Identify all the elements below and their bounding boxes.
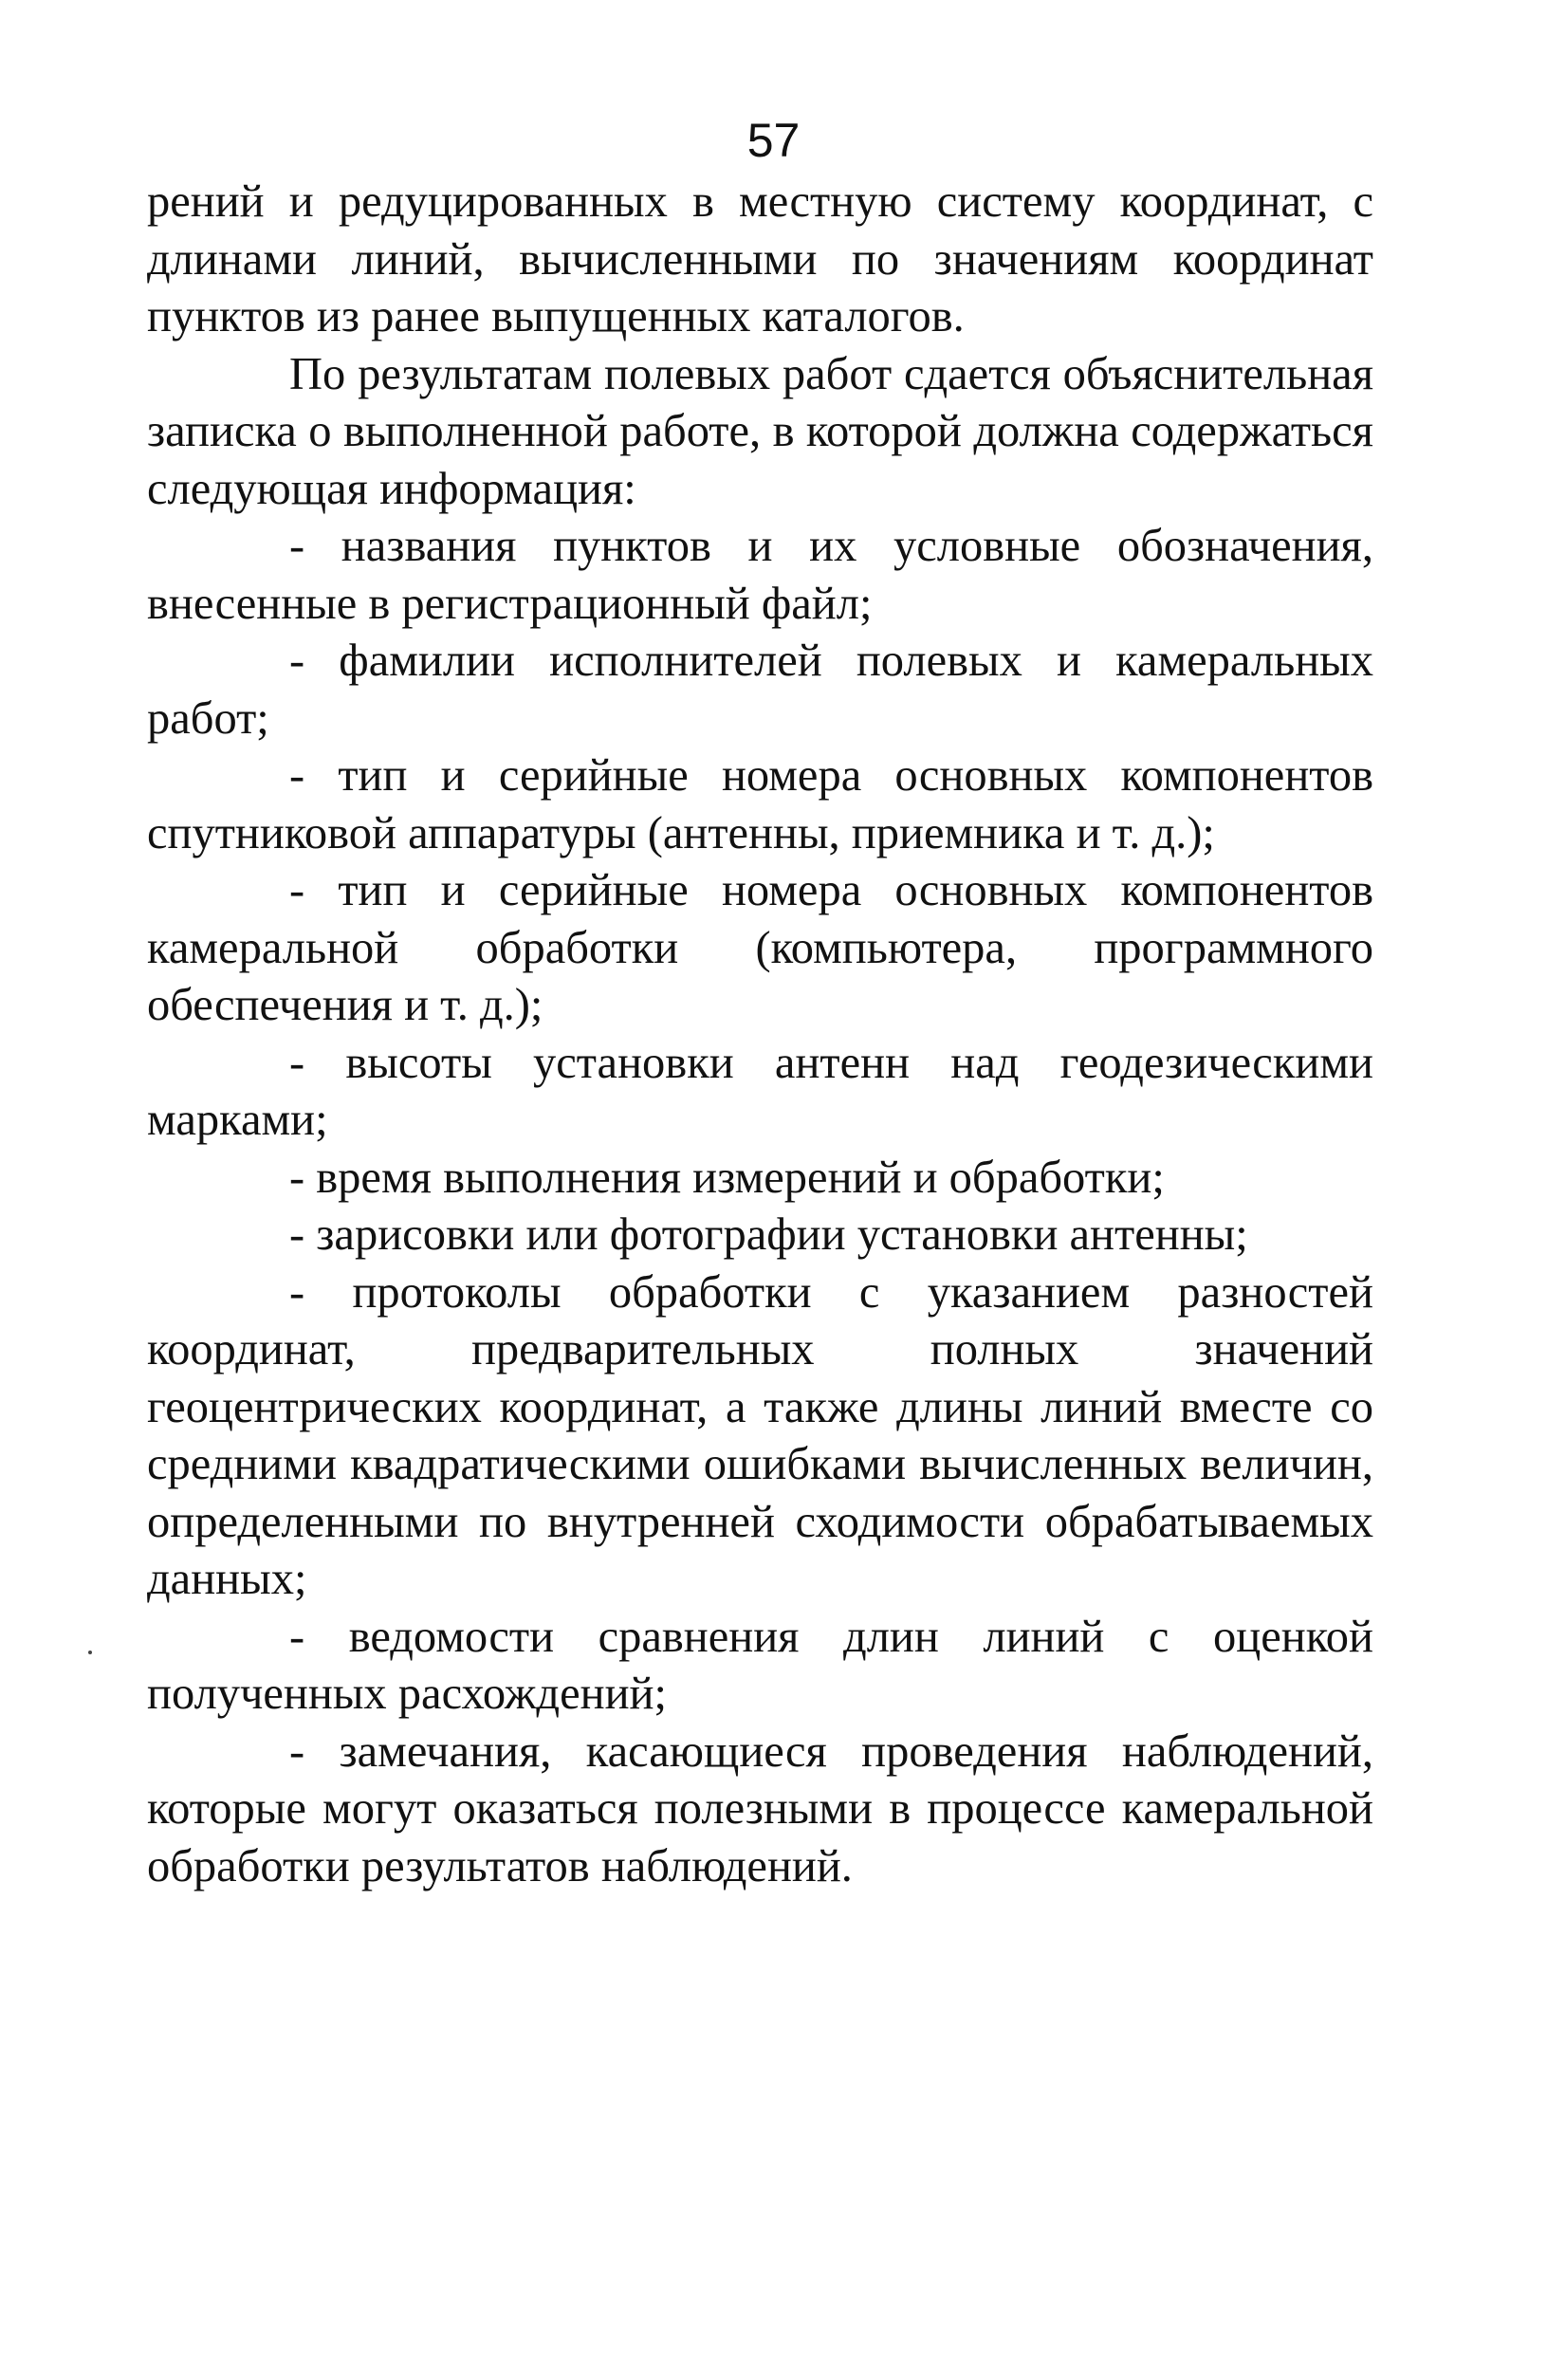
list-item-remarks: - замечания, касающиеся проведения наблюдений, которые могут оказаться полезными в процессе камеральной обработки результатов наблюдений. [147,1725,1373,1891]
list-item-antenna-heights: - высоты установки антенн над геодезическими марками; [147,1037,1373,1145]
list-item-satellite-equipment: - тип и серийные номера основных компонентов спутниковой аппаратуры (антенны, приемника и т. д.); [147,750,1373,858]
paragraph-continuation: рений и редуцированных в местную систему координат, с длинами линий, вычисленными по значениям координат пунктов из ранее выпущенных каталогов. [147,176,1373,341]
list-item-point-names: - названия пунктов и их условные обозначения, внесенные в регистрационный файл; [147,521,1373,629]
list-item-comparison-sheets: - ведомости сравнения длин линий с оценкой полученных расхождений; [147,1611,1373,1719]
list-item-antenna-sketches: - зарисовки или фотографии установки антенны; [289,1209,1248,1260]
paragraph-intro: По результатам полевых работ сдается объяснительная записка о выполненной работе, в которой должна содержаться следующая информация: [147,348,1373,514]
scan-speck [88,1651,92,1654]
list-item-executors: - фамилии исполнителей полевых и камеральных работ; [147,636,1373,744]
body-text [147,174,1373,1895]
list-item-measurement-time: - время выполнения измерений и обработки; [289,1152,1165,1203]
page-number: 57 [746,114,801,167]
list-item-processing-protocols: - протоколы обработки с указанием разностей координат, предварительных полных значений геоцентрических координат, а также длины линий вместе со средними квадратическими ошибками вычисленных величин, определенными по внутренней сходимости обрабатываемых данных; [147,1266,1373,1604]
list-item-office-processing: - тип и серийные номера основных компонентов камеральной обработки (компьютера, программного обеспечения и т. д.); [147,865,1373,1030]
